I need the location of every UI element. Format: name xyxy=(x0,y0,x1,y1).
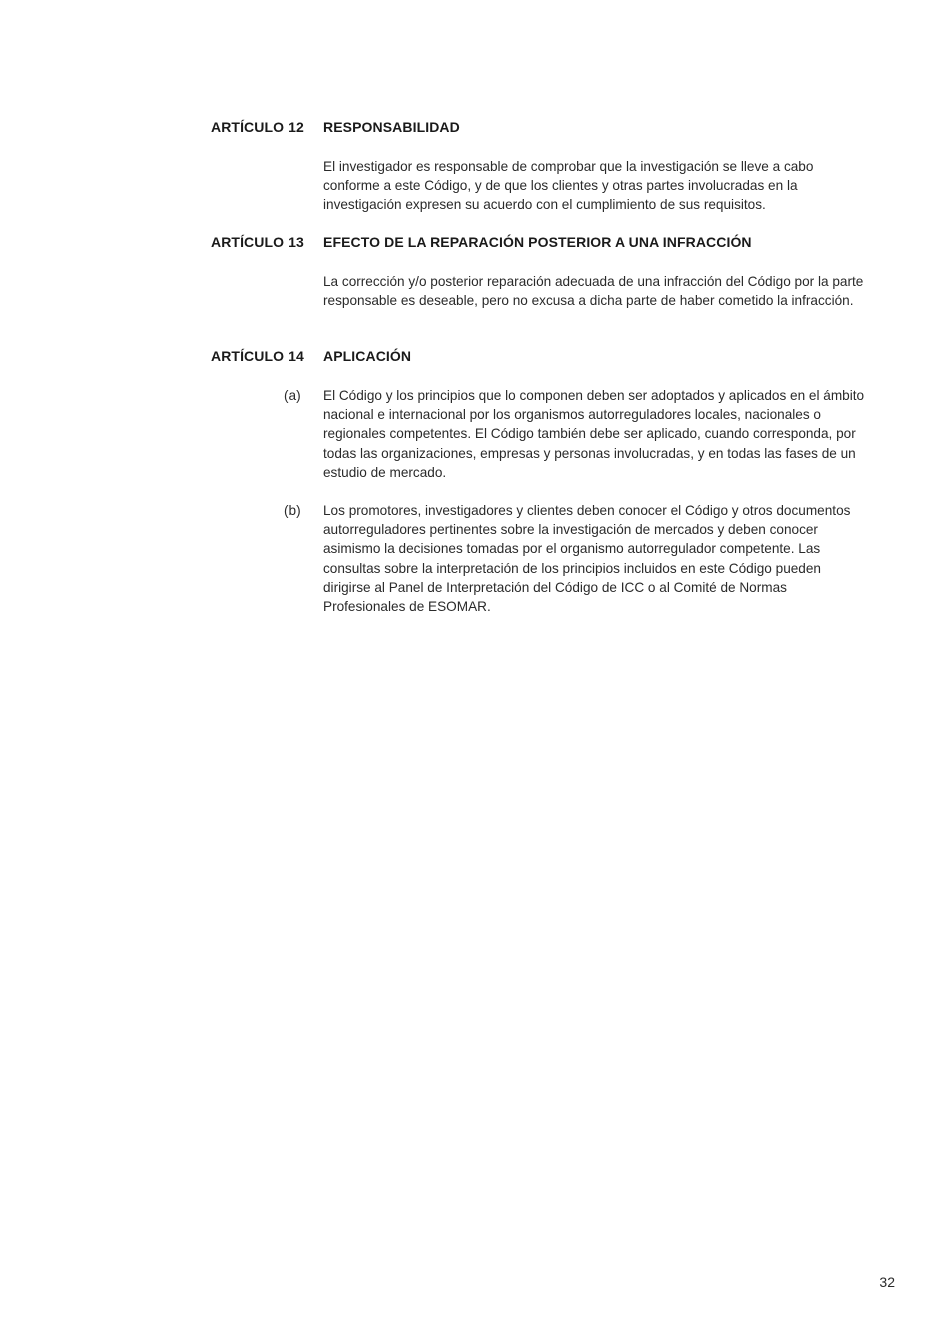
article-14-item-b-text: Los promotores, investigadores y clientes deben conocer el Código y otros documentos autorreguladores pertinentes sobre la investigación de mercados y deben conocer asimismo la decisiones tomadas por el organismo autorregulador competente. Las consultas sobre la interpretación de los principios incluidos en este Código pueden dirigirse al Panel de Interpretación del Código de ICC o al Comité de Normas Profesionales de ESOMAR. xyxy=(323,503,851,615)
page-number: 32 xyxy=(879,1274,895,1290)
article-13-title: EFECTO DE LA REPARACIÓN POSTERIOR A UNA INFRACCIÓN xyxy=(323,234,752,250)
article-12-body: El investigador es responsable de comprobar que la investigación se lleve a cabo conforme a este Código, y de que los clientes y otras partes involucradas en la investigación expresen su acuerdo con el cumplimiento de sus requisitos. xyxy=(323,159,814,213)
article-12-title: RESPONSABILIDAD xyxy=(323,119,460,135)
article-13-body: La corrección y/o posterior reparación adecuada de una infracción del Código por la parte responsable es deseable, pero no excusa a dicha parte de haber cometido la infracción. xyxy=(323,274,864,309)
article-14-item-a-marker: (a) xyxy=(284,388,301,403)
article-14-title: APLICACIÓN xyxy=(323,348,412,364)
article-14-item-a-text: El Código y los principios que lo componen deben ser adoptados y aplicados en el ámbito nacional e internacional por los organismos autorreguladores locales, nacionales o regionales competentes. El Código también debe ser aplicado, cuando corresponda, por todas las organizaciones, empresas y personas involucradas, y en todas las fases de un estudio de mercado. xyxy=(323,388,865,480)
article-14-item-b-marker: (b) xyxy=(284,503,301,518)
article-12-label: ARTÍCULO 12 xyxy=(211,119,304,135)
article-14-label: ARTÍCULO 14 xyxy=(211,348,304,364)
article-13-label: ARTÍCULO 13 xyxy=(211,234,304,250)
